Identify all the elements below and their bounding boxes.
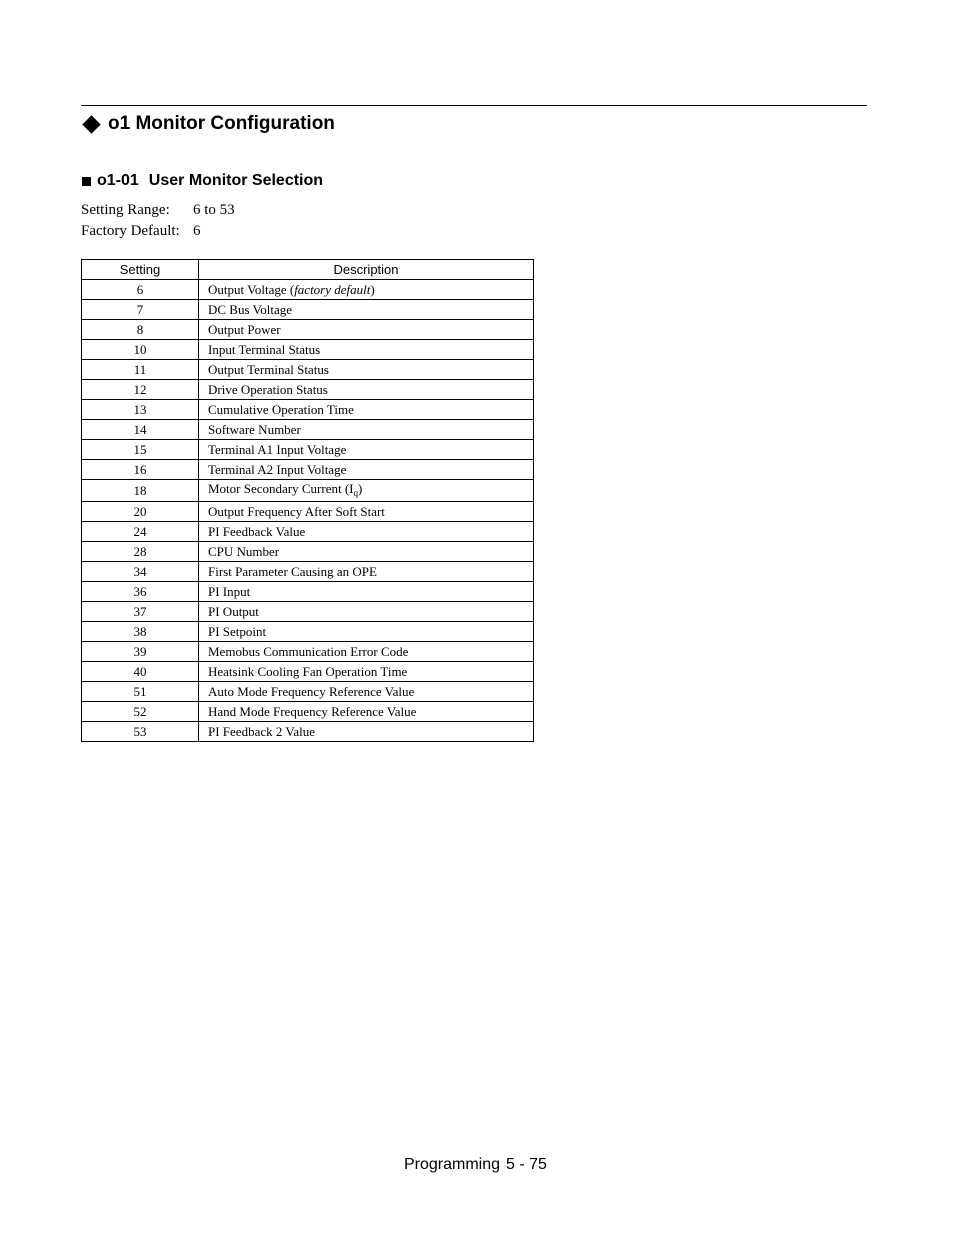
description-cell (199, 562, 534, 582)
description-text: PI Feedback Value (208, 524, 306, 539)
setting-cell: 52 (82, 702, 199, 722)
description-cell (199, 702, 534, 722)
table-row (82, 280, 534, 300)
description-cell (199, 582, 534, 602)
description-cell (199, 602, 534, 622)
setting-cell: 38 (82, 622, 199, 642)
table-row (82, 722, 534, 742)
parameter-code: o1-01 (97, 172, 139, 189)
setting-cell: 15 (82, 440, 199, 460)
description-subscript: q (353, 487, 358, 498)
description-text: Terminal A1 Input Voltage (208, 442, 347, 457)
section-heading (82, 111, 335, 137)
description-cell (199, 480, 534, 502)
section-title: o1 Monitor Configuration (108, 113, 335, 134)
header-rule (81, 105, 867, 106)
description-cell (199, 460, 534, 480)
table-row (82, 682, 534, 702)
table-row (82, 502, 534, 522)
description-text: Cumulative Operation Time (208, 402, 354, 417)
square-bullet-icon (82, 177, 91, 186)
page-footer (404, 1156, 547, 1178)
setting-cell: 39 (82, 642, 199, 662)
setting-cell: 36 (82, 582, 199, 602)
table-row (82, 380, 534, 400)
description-cell (199, 320, 534, 340)
description-text: CPU Number (208, 544, 280, 559)
table-row (82, 562, 534, 582)
description-cell (199, 300, 534, 320)
description-text: Heatsink Cooling Fan Operation Time (208, 664, 408, 679)
table-row (82, 702, 534, 722)
setting-cell: 18 (82, 480, 199, 502)
setting-range-label: Setting Range: (81, 202, 170, 218)
table-row (82, 400, 534, 420)
description-text: Output Power (208, 322, 281, 337)
setting-cell: 8 (82, 320, 199, 340)
setting-cell: 14 (82, 420, 199, 440)
footer-page-number: 5 - 75 (506, 1156, 547, 1173)
setting-cell: 12 (82, 380, 199, 400)
setting-cell: 20 (82, 502, 199, 522)
table-row (82, 420, 534, 440)
factory-default-value: 6 (193, 223, 201, 239)
table-row (82, 582, 534, 602)
diamond-bullet-icon (82, 115, 100, 133)
description-text: Output Frequency After Soft Start (208, 504, 385, 519)
description-cell (199, 502, 534, 522)
parameter-name: User Monitor Selection (148, 172, 324, 189)
description-text: Input Terminal Status (208, 342, 321, 357)
description-cell (199, 420, 534, 440)
setting-cell: 7 (82, 300, 199, 320)
table-row (82, 340, 534, 360)
setting-cell: 40 (82, 662, 199, 682)
setting-cell: 11 (82, 360, 199, 380)
description-cell (199, 662, 534, 682)
table-row (82, 602, 534, 622)
description-cell (199, 400, 534, 420)
table-row (82, 662, 534, 682)
description-cell (199, 622, 534, 642)
footer-chapter: Programming (404, 1156, 501, 1173)
table-row (82, 542, 534, 562)
description-text: Motor Secondary Current (I (208, 480, 354, 496)
description-text: Memobus Communication Error Code (208, 644, 409, 659)
setting-cell: 53 (82, 722, 199, 742)
factory-default (81, 223, 201, 240)
table-row (82, 440, 534, 460)
description-text: Software Number (208, 422, 301, 437)
setting-cell: 24 (82, 522, 199, 542)
description-text: PI Setpoint (208, 624, 267, 639)
parameter-heading (82, 171, 323, 191)
table-row (82, 320, 534, 340)
description-cell (199, 522, 534, 542)
table-row (82, 460, 534, 480)
table-row (82, 360, 534, 380)
setting-cell: 37 (82, 602, 199, 622)
setting-cell: 51 (82, 682, 199, 702)
table-row (82, 642, 534, 662)
monitor-selection-table (81, 259, 534, 742)
table-row (82, 300, 534, 320)
description-text: Drive Operation Status (208, 382, 328, 397)
description-cell (199, 360, 534, 380)
description-text: PI Feedback 2 Value (208, 724, 315, 739)
description-cell (199, 722, 534, 742)
setting-cell: 34 (82, 562, 199, 582)
header-description: Description (199, 260, 534, 280)
description-cell (199, 380, 534, 400)
table-row (82, 522, 534, 542)
description-text: First Parameter Causing an OPE (208, 564, 377, 579)
description-text: Output Terminal Status (208, 362, 329, 377)
description-italic-text: factory default (294, 282, 371, 297)
setting-cell: 28 (82, 542, 199, 562)
description-text: Terminal A2 Input Voltage (208, 462, 347, 477)
description-cell (199, 340, 534, 360)
table-row (82, 480, 534, 502)
setting-cell: 6 (82, 280, 199, 300)
description-cell (199, 440, 534, 460)
description-text: DC Bus Voltage (208, 302, 293, 317)
setting-range-value: 6 to 53 (193, 202, 235, 218)
description-cell (199, 682, 534, 702)
factory-default-label: Factory Default: (81, 223, 180, 239)
description-suffix: ) (370, 282, 375, 297)
description-cell (199, 642, 534, 662)
table-header-row (82, 260, 534, 280)
description-text: Auto Mode Frequency Reference Value (208, 684, 415, 699)
setting-range (81, 202, 235, 219)
setting-cell: 16 (82, 460, 199, 480)
description-suffix: ) (358, 480, 363, 496)
description-text: PI Output (208, 604, 259, 619)
setting-cell: 13 (82, 400, 199, 420)
header-setting: Setting (82, 260, 199, 280)
description-text: Output Voltage ( (208, 282, 295, 297)
description-text: PI Input (208, 584, 251, 599)
setting-cell: 10 (82, 340, 199, 360)
table-row (82, 622, 534, 642)
description-cell (199, 542, 534, 562)
description-text: Hand Mode Frequency Reference Value (208, 704, 417, 719)
description-cell (199, 280, 534, 300)
table-body (82, 280, 534, 742)
